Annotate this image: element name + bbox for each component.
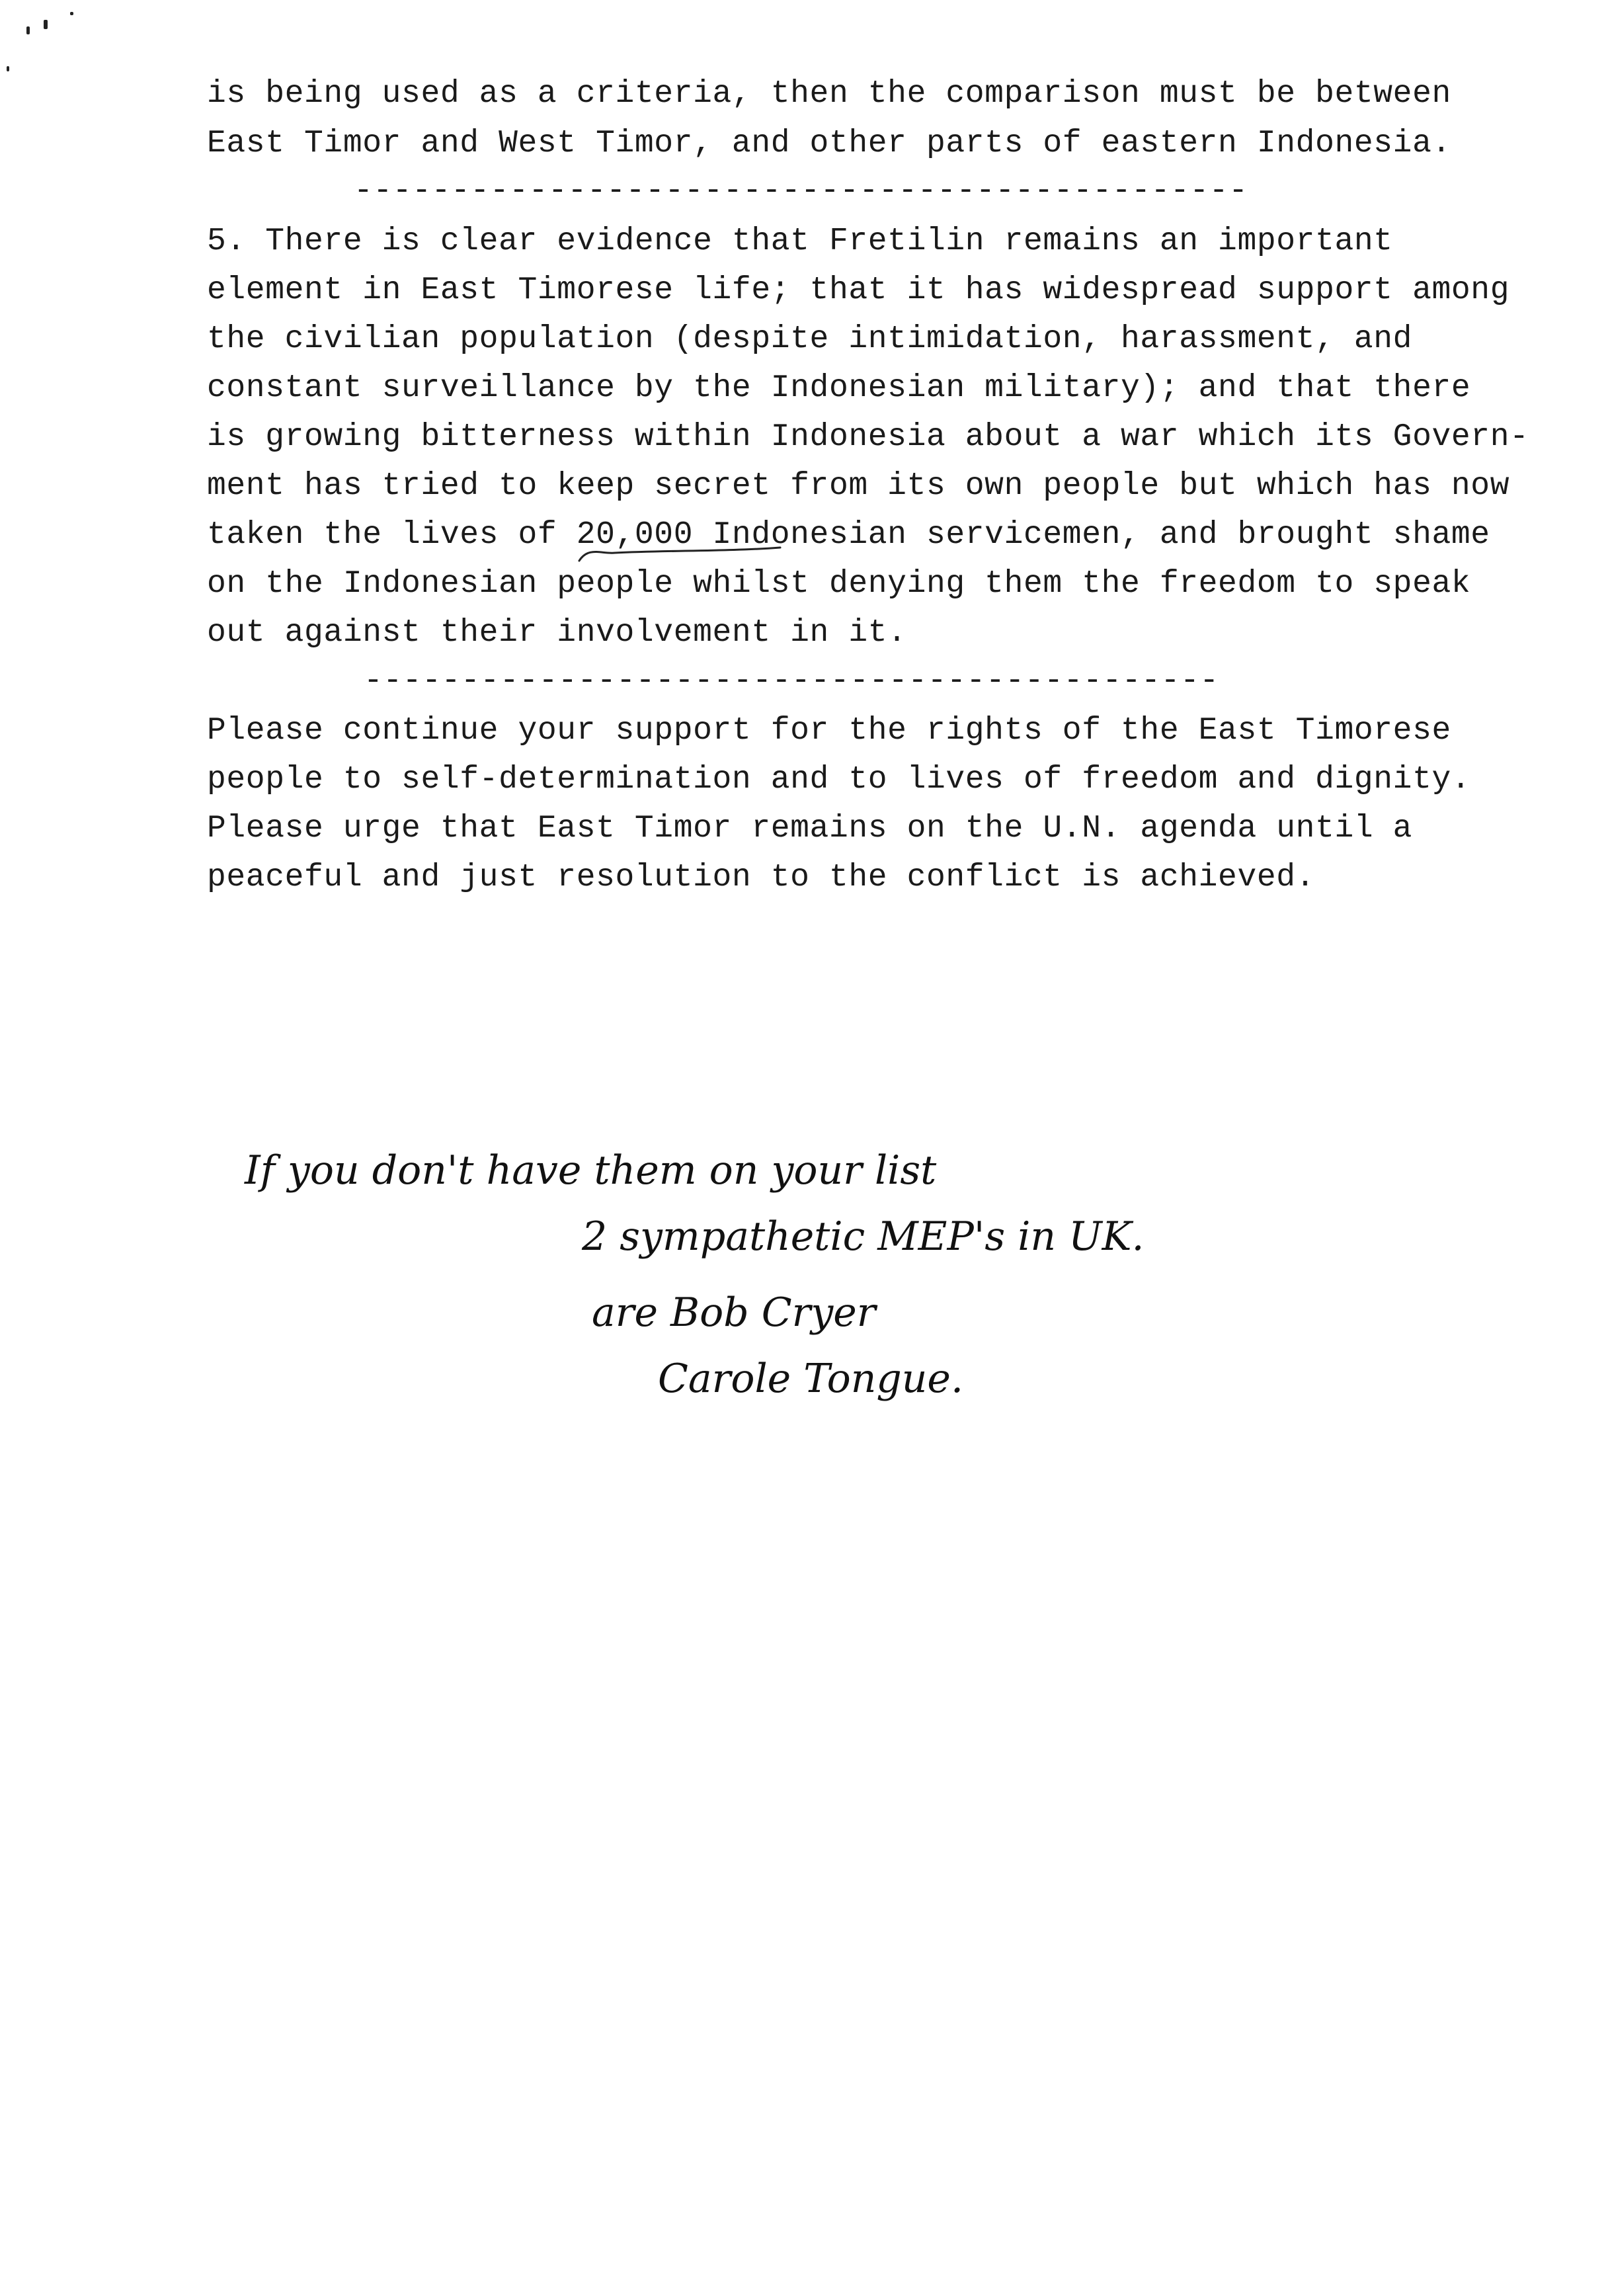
point-5-line: on the Indonesian people whilst denying them the freedom to speak [207, 566, 1471, 602]
handwritten-note-line: If you don't have them on your list [245, 1147, 937, 1194]
point-5-line: 5. There is clear evidence that Fretilin remains an important [207, 224, 1393, 259]
handwritten-underline [575, 541, 787, 567]
scan-speck [70, 12, 73, 15]
point-5-line: constant surveillance by the Indonesian military); and that there [207, 370, 1471, 406]
scan-speck [44, 20, 48, 29]
closing-line: people to self-determination and to lives of freedom and dignity. [207, 762, 1471, 798]
scan-speck [26, 26, 30, 34]
point-5-line: out against their involvement in it. [207, 615, 907, 651]
separator-rule: ---------------------------------------------- [354, 173, 1248, 209]
handwritten-note-line: are Bob Cryer [592, 1290, 876, 1336]
point-5-line: the civilian population (despite intimidation, harassment, and [207, 321, 1413, 357]
closing-line: Please continue your support for the rights of the East Timorese [207, 713, 1451, 749]
continuation-line: East Timor and West Timor, and other parts of eastern Indonesia. [207, 126, 1451, 161]
handwritten-note-line: Carole Tongue. [658, 1356, 964, 1402]
closing-line: Please urge that East Timor remains on the U.N. agenda until a [207, 811, 1413, 846]
point-5-line: taken the lives of 20,000 Indonesian servicemen, and brought shame [207, 517, 1490, 553]
separator-rule: -------------------------------------------- [364, 663, 1219, 699]
point-5-line: ment has tried to keep secret from its own people but which has now [207, 468, 1510, 504]
handwritten-note-line: 2 sympathetic MEP's in UK. [582, 1213, 1145, 1260]
closing-line: peaceful and just resolution to the conflict is achieved. [207, 860, 1316, 895]
point-5-line: is growing bitterness within Indonesia about a war which its Govern- [207, 419, 1529, 455]
continuation-line: is being used as a criteria, then the comparison must be between [207, 76, 1451, 112]
point-5-line: element in East Timorese life; that it has widespread support among [207, 272, 1510, 308]
scan-speck [7, 66, 9, 71]
